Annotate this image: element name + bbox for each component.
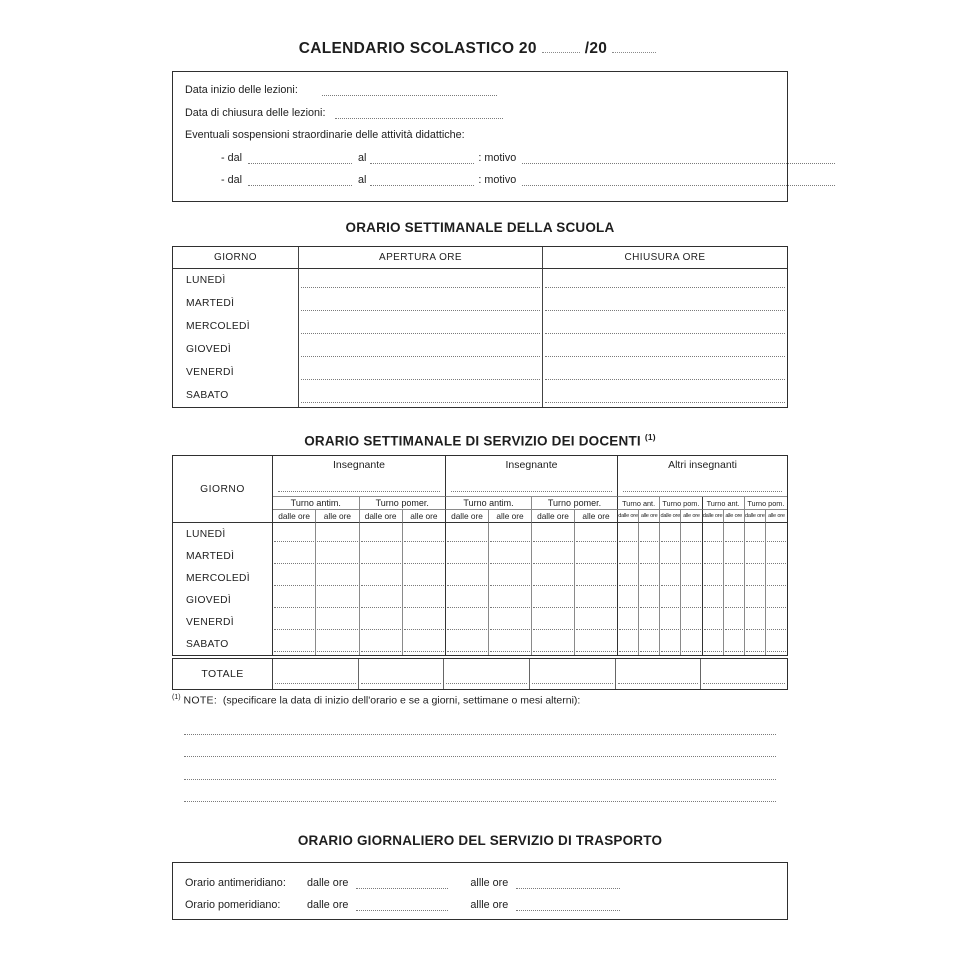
empty-cell bbox=[703, 567, 724, 589]
empty-cell bbox=[273, 633, 316, 655]
teacher-name-fill-line bbox=[451, 491, 612, 492]
day-label: GIOVEDÌ bbox=[173, 338, 299, 361]
notes-text: (specificare la data di inizio dell'orario e se a giorni, settimane o mesi alterni): bbox=[222, 694, 581, 707]
empty-cell bbox=[575, 523, 618, 545]
empty-cell bbox=[724, 523, 745, 545]
hours-to-header: alle ore bbox=[403, 510, 446, 523]
transport-box bbox=[172, 862, 788, 920]
empty-cell bbox=[403, 523, 446, 545]
empty-cell bbox=[403, 589, 446, 611]
empty-cell bbox=[446, 567, 489, 589]
empty-cell bbox=[745, 633, 766, 655]
hours-from-header: dalle ore bbox=[618, 510, 639, 523]
day-label: SABATO bbox=[173, 633, 273, 655]
empty-cell bbox=[745, 567, 766, 589]
notes-label: NOTE: bbox=[183, 694, 218, 707]
empty-cell bbox=[543, 315, 787, 338]
giorno-header: GIORNO bbox=[173, 456, 273, 523]
empty-cell bbox=[575, 545, 618, 567]
closing-date-row bbox=[173, 107, 799, 119]
empty-cell bbox=[660, 567, 681, 589]
empty-cell bbox=[299, 269, 543, 292]
empty-cell bbox=[299, 338, 543, 361]
shift-header: Turno antim. bbox=[273, 497, 360, 510]
hours-to-header: alle ore bbox=[639, 510, 660, 523]
empty-cell bbox=[543, 384, 787, 407]
empty-cell bbox=[745, 545, 766, 567]
empty-cell bbox=[575, 589, 618, 611]
school-schedule-title: ORARIO SETTIMANALE DELLA SCUOLA bbox=[345, 220, 615, 235]
empty-cell bbox=[273, 567, 316, 589]
empty-cell bbox=[618, 633, 639, 655]
empty-cell bbox=[703, 523, 724, 545]
hours-from-header: dalle ore bbox=[360, 510, 403, 523]
teachers-total-row bbox=[172, 658, 788, 690]
empty-cell bbox=[446, 523, 489, 545]
empty-cell bbox=[766, 611, 787, 633]
day-label: LUNEDÌ bbox=[173, 269, 299, 292]
from-label: - dal bbox=[221, 152, 243, 164]
transport-morning-label: Orario antimeridiano: bbox=[185, 877, 286, 889]
empty-cell bbox=[360, 567, 403, 589]
empty-cell bbox=[273, 659, 359, 689]
day-label: VENERDÌ bbox=[173, 361, 299, 384]
hours-from-header: dalle ore bbox=[660, 510, 681, 523]
empty-cell bbox=[681, 567, 702, 589]
empty-cell bbox=[766, 633, 787, 655]
total-label: TOTALE bbox=[173, 659, 273, 689]
from-hours-fill-line bbox=[356, 877, 448, 889]
empty-cell bbox=[745, 523, 766, 545]
teacher-name-fill-line bbox=[278, 491, 440, 492]
empty-cell bbox=[660, 589, 681, 611]
notes-fill-line bbox=[184, 712, 776, 735]
notes-line bbox=[172, 694, 786, 707]
empty-cell bbox=[299, 292, 543, 315]
empty-cell bbox=[745, 611, 766, 633]
day-label: MERCOLEDÌ bbox=[173, 567, 273, 589]
page-title bbox=[0, 40, 960, 58]
empty-cell bbox=[575, 567, 618, 589]
empty-cell bbox=[489, 589, 532, 611]
hours-from-header: dalle ore bbox=[273, 510, 316, 523]
empty-cell bbox=[660, 611, 681, 633]
empty-cell bbox=[532, 567, 575, 589]
closing-date-fill-line bbox=[335, 107, 503, 119]
closing-date-label: Data di chiusura delle lezioni: bbox=[185, 107, 326, 119]
hours-from-header: dalle ore bbox=[745, 510, 766, 523]
transport-row-afternoon bbox=[173, 899, 799, 911]
empty-cell bbox=[446, 611, 489, 633]
hours-to-header: alle ore bbox=[489, 510, 532, 523]
empty-cell bbox=[766, 589, 787, 611]
empty-cell bbox=[660, 523, 681, 545]
empty-cell bbox=[618, 567, 639, 589]
empty-cell bbox=[403, 545, 446, 567]
hours-to-header: alle ore bbox=[575, 510, 618, 523]
from-label: - dal bbox=[221, 174, 243, 186]
empty-cell bbox=[489, 523, 532, 545]
empty-cell bbox=[766, 523, 787, 545]
hours-to-header: alle ore bbox=[766, 510, 787, 523]
hours-to-header: alle ore bbox=[316, 510, 359, 523]
to-label: al bbox=[358, 152, 367, 164]
empty-cell bbox=[701, 659, 787, 689]
group-label: Insegnante bbox=[333, 459, 385, 471]
year-fill-line bbox=[612, 43, 656, 53]
empty-cell bbox=[639, 545, 660, 567]
empty-cell bbox=[273, 611, 316, 633]
empty-cell bbox=[489, 567, 532, 589]
to-fill-line bbox=[370, 174, 474, 186]
shift-header: Turno pom. bbox=[660, 497, 702, 510]
empty-cell bbox=[299, 315, 543, 338]
reason-fill-line bbox=[522, 174, 835, 186]
empty-cell bbox=[766, 567, 787, 589]
empty-cell bbox=[403, 611, 446, 633]
year-fill-line bbox=[542, 43, 580, 53]
empty-cell bbox=[489, 611, 532, 633]
column-header-apertura: APERTURA ORE bbox=[299, 247, 543, 269]
title-prefix: CALENDARIO SCOLASTICO 20 bbox=[298, 40, 537, 57]
empty-cell bbox=[403, 633, 446, 655]
to-hours-fill-line bbox=[516, 899, 620, 911]
empty-cell bbox=[532, 589, 575, 611]
empty-cell bbox=[316, 633, 359, 655]
start-date-label: Data inizio delle lezioni: bbox=[185, 84, 298, 96]
empty-cell bbox=[660, 633, 681, 655]
empty-cell bbox=[639, 633, 660, 655]
notes-fill-line bbox=[184, 757, 776, 780]
empty-cell bbox=[316, 589, 359, 611]
column-header-giorno: GIORNO bbox=[173, 247, 299, 269]
empty-cell bbox=[273, 589, 316, 611]
empty-cell bbox=[724, 589, 745, 611]
empty-cell bbox=[273, 523, 316, 545]
empty-cell bbox=[660, 545, 681, 567]
empty-cell bbox=[681, 589, 702, 611]
empty-cell bbox=[446, 633, 489, 655]
empty-cell bbox=[745, 589, 766, 611]
empty-cell bbox=[532, 611, 575, 633]
column-header-chiusura: CHIUSURA ORE bbox=[543, 247, 787, 269]
empty-cell bbox=[681, 611, 702, 633]
suspension-period-row bbox=[173, 174, 849, 186]
empty-cell bbox=[446, 589, 489, 611]
group-label: Altri insegnanti bbox=[668, 459, 737, 471]
empty-cell bbox=[403, 567, 446, 589]
from-hours-fill-line bbox=[356, 899, 448, 911]
empty-cell bbox=[724, 567, 745, 589]
empty-cell bbox=[489, 545, 532, 567]
empty-cell bbox=[444, 659, 530, 689]
teacher-group-header bbox=[618, 456, 787, 497]
day-label: VENERDÌ bbox=[173, 611, 273, 633]
transport-afternoon-label: Orario pomeridiano: bbox=[185, 899, 281, 911]
calendar-info-box bbox=[172, 71, 788, 202]
day-label: MERCOLEDÌ bbox=[173, 315, 299, 338]
suspensions-row bbox=[173, 129, 799, 141]
empty-cell bbox=[299, 361, 543, 384]
hours-to-header: alle ore bbox=[681, 510, 702, 523]
suspensions-label: Eventuali sospensioni straordinarie delle attività didattiche: bbox=[185, 129, 465, 141]
empty-cell bbox=[316, 545, 359, 567]
to-fill-line bbox=[370, 152, 474, 164]
empty-cell bbox=[575, 611, 618, 633]
empty-cell bbox=[703, 589, 724, 611]
notes-fill-line bbox=[184, 780, 776, 803]
empty-cell bbox=[681, 523, 702, 545]
empty-cell bbox=[639, 589, 660, 611]
empty-cell bbox=[618, 523, 639, 545]
hours-from-header: dalle ore bbox=[532, 510, 575, 523]
empty-cell bbox=[360, 633, 403, 655]
empty-cell bbox=[316, 611, 359, 633]
empty-cell bbox=[766, 545, 787, 567]
empty-cell bbox=[543, 338, 787, 361]
from-fill-line bbox=[248, 152, 352, 164]
transport-row-morning bbox=[173, 877, 799, 889]
notes-writing-lines bbox=[184, 712, 776, 802]
empty-cell bbox=[724, 611, 745, 633]
empty-cell bbox=[273, 545, 316, 567]
teachers-schedule-title bbox=[0, 432, 960, 449]
empty-cell bbox=[703, 545, 724, 567]
shift-header: Turno pom. bbox=[745, 497, 787, 510]
day-label: MARTEDÌ bbox=[173, 292, 299, 315]
empty-cell bbox=[703, 611, 724, 633]
group-label: Insegnante bbox=[505, 459, 558, 471]
empty-cell bbox=[446, 545, 489, 567]
to-hours-fill-line bbox=[516, 877, 620, 889]
empty-cell bbox=[543, 361, 787, 384]
empty-cell bbox=[360, 589, 403, 611]
empty-cell bbox=[639, 523, 660, 545]
to-label: al bbox=[358, 174, 367, 186]
from-hours-label: dalle ore bbox=[307, 877, 349, 889]
day-label: SABATO bbox=[173, 384, 299, 407]
shift-header: Turno antim. bbox=[446, 497, 532, 510]
suspension-period-row bbox=[173, 152, 849, 164]
empty-cell bbox=[489, 633, 532, 655]
footnote-ref: (1) bbox=[172, 694, 181, 701]
school-schedule-table bbox=[172, 246, 788, 408]
notes-fill-line bbox=[184, 735, 776, 758]
empty-cell bbox=[543, 269, 787, 292]
empty-cell bbox=[639, 611, 660, 633]
empty-cell bbox=[618, 611, 639, 633]
from-hours-label: dalle ore bbox=[307, 899, 349, 911]
empty-cell bbox=[724, 633, 745, 655]
empty-cell bbox=[616, 659, 702, 689]
empty-cell bbox=[639, 567, 660, 589]
empty-cell bbox=[530, 659, 616, 689]
transport-title: ORARIO GIORNALIERO DEL SERVIZIO DI TRASPORTO bbox=[297, 833, 663, 848]
empty-cell bbox=[360, 611, 403, 633]
shift-header: Turno ant. bbox=[703, 497, 745, 510]
empty-cell bbox=[618, 545, 639, 567]
teacher-group-header bbox=[446, 456, 618, 497]
empty-cell bbox=[299, 384, 543, 407]
shift-header: Turno ant. bbox=[618, 497, 660, 510]
to-hours-label: allle ore bbox=[470, 899, 509, 911]
day-label: GIOVEDÌ bbox=[173, 589, 273, 611]
empty-cell bbox=[681, 545, 702, 567]
empty-cell bbox=[532, 545, 575, 567]
shift-header: Turno pomer. bbox=[360, 497, 447, 510]
empty-cell bbox=[724, 545, 745, 567]
reason-label: : motivo bbox=[478, 152, 517, 164]
reason-fill-line bbox=[522, 152, 835, 164]
to-hours-label: allle ore bbox=[470, 877, 509, 889]
teacher-name-fill-line bbox=[623, 491, 782, 492]
reason-label: : motivo bbox=[478, 174, 517, 186]
empty-cell bbox=[532, 523, 575, 545]
empty-cell bbox=[575, 633, 618, 655]
empty-cell bbox=[681, 633, 702, 655]
footnote-ref: (1) bbox=[644, 432, 656, 442]
start-date-row bbox=[173, 84, 799, 96]
day-label: MARTEDÌ bbox=[173, 545, 273, 567]
teacher-group-header bbox=[273, 456, 446, 497]
from-fill-line bbox=[248, 174, 352, 186]
hours-from-header: dalle ore bbox=[703, 510, 724, 523]
empty-cell bbox=[360, 545, 403, 567]
empty-cell bbox=[618, 589, 639, 611]
empty-cell bbox=[532, 633, 575, 655]
empty-cell bbox=[316, 567, 359, 589]
title-separator: /20 bbox=[584, 40, 608, 57]
empty-cell bbox=[703, 633, 724, 655]
empty-cell bbox=[360, 523, 403, 545]
empty-cell bbox=[316, 523, 359, 545]
hours-from-header: dalle ore bbox=[446, 510, 489, 523]
empty-cell bbox=[359, 659, 445, 689]
teachers-schedule-table bbox=[172, 455, 788, 656]
hours-to-header: alle ore bbox=[724, 510, 745, 523]
empty-cell bbox=[543, 292, 787, 315]
day-label: LUNEDÌ bbox=[173, 523, 273, 545]
shift-header: Turno pomer. bbox=[532, 497, 618, 510]
teachers-schedule-title-text: ORARIO SETTIMANALE DI SERVIZIO DEI DOCENTI bbox=[304, 433, 641, 449]
start-date-fill-line bbox=[322, 84, 497, 96]
